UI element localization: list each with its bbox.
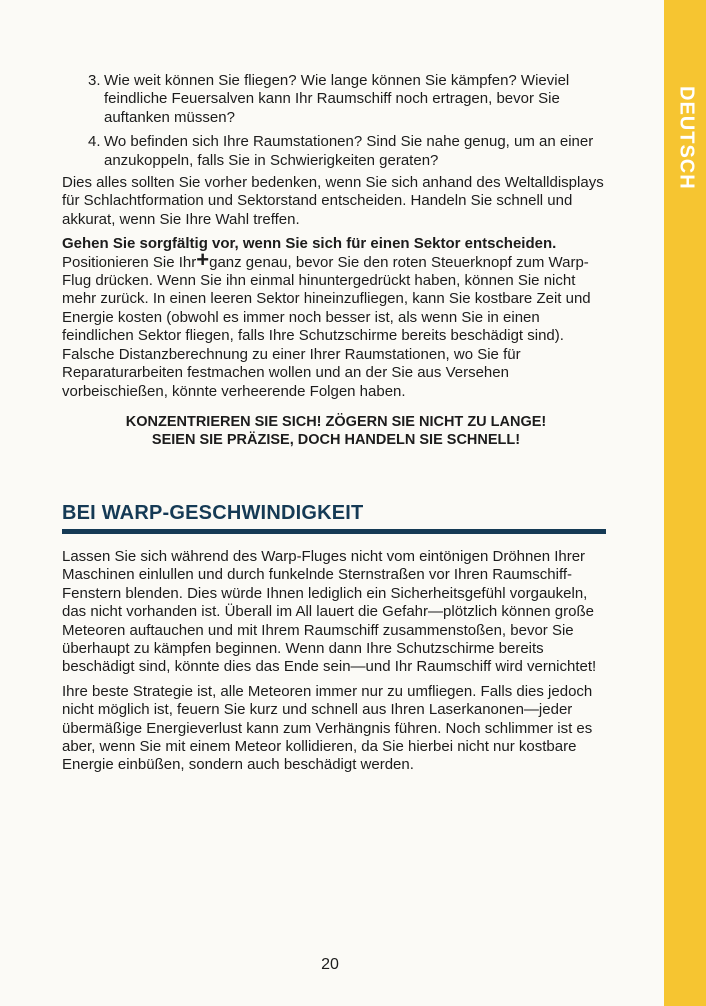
list-item <box>88 133 610 170</box>
list-item-text: Wie weit können Sie fliegen? Wie lange können Sie kämpfen? Wieviel feindliche Feuersalven kann Ihr Raumschiff noch ertragen, bevor Sie auftanken müssen? <box>104 72 570 126</box>
page-number: 20 <box>321 956 339 973</box>
paragraph-meteor-strategy: Ihre beste Strategie ist, alle Meteoren immer nur zu umfliegen. Falls dies jedoch nicht möglich ist, feuern Sie kurz und schnell aus Ihren Laserkanonen—jeder übermäßige Energieverlust kann zum Verhängnis führen. Noch schlimmer ist es aber, wenn Sie mit einem Meteor kollidieren, da Sie hierbei nicht nur kostbare Energie einbüßen, sondern auch beschädigt werden. <box>62 682 593 774</box>
list-item <box>88 72 610 127</box>
paragraph-considerations: Dies alles sollten Sie vorher bedenken, wenn Sie sich anhand des Weltalldisplays für Schlachtformation und Sektorstand entscheiden. Handeln Sie schnell und akkurat, wenn Sie Ihre Wahl treffen. <box>62 174 604 228</box>
emphasis-line-2: SEIEN SIE PRÄZISE, DOCH HANDELN SIE SCHNELL! <box>151 432 521 449</box>
paragraph-text-after-icon: ganz genau, bevor Sie den roten Steuerknopf zum Warp-Flug drücken. Wenn Sie ihn einmal hinuntergedrückt haben, können Sie nicht mehr zurück. In einen leeren Sektor hineinzufliegen, kann Sie kostbare Zeit und Energie kosten (obwohl es immer noch besser ist, als wenn Sie in einen feindlichen Sektor fliegen, falls Ihre Schutzschirme bereits beschädigt sind). Falsche Distanzberechnung zu einer Ihrer Raumstationen, wo Sie für Reparaturarbeiten festmachen wollen und an der Sie aus Versehen vorbeischießen, könnte verheerende Folgen haben. <box>62 253 591 400</box>
language-tab-label: DEUTSCH <box>675 86 698 190</box>
heading-rule <box>62 529 606 534</box>
paragraph-text-before-icon: Positionieren Sie Ihr <box>62 253 197 271</box>
list-item-number: 3. <box>88 72 101 89</box>
section-heading: BEI WARP-GESCHWINDIGKEIT <box>62 501 364 524</box>
crosshair-icon: + <box>196 246 210 272</box>
paragraph-sector-choice <box>62 235 610 401</box>
emphasis-block <box>62 413 610 450</box>
paragraph-lead: Gehen Sie sorgfältig vor, wenn Sie sich für einen Sektor entscheiden. <box>62 235 557 253</box>
paragraph-warp-flight: Lassen Sie sich während des Warp-Fluges nicht vom eintönigen Dröhnen Ihrer Maschinen einlullen und durch funkelnde Sternstraßen vor Ihren Raumschiff-Fenstern blenden. Dies würde Ihnen lediglich ein Sicherheitsgefühl vorgaukeln, das nicht vorhanden ist. Überall im All lauert die Gefahr—plötzlich können große Meteoren auftauchen und mit Ihrem Raumschiff zusammenstoßen, bevor Sie überhaupt zu kämpfen beginnen. Wenn dann Ihre Schutzschirme bereits beschädigt sind, könnte dies das Ende sein—und Ihr Raumschiff wird vernichtet! <box>62 547 597 676</box>
question-list <box>88 72 610 170</box>
list-item-number: 4. <box>88 133 101 151</box>
page-content <box>62 72 610 775</box>
list-item-text: Wo befinden sich Ihre Raumstationen? Sind Sie nahe genug, um an einer anzukoppeln, falls Sie in Schwierigkeiten geraten? <box>104 133 594 169</box>
emphasis-line-1: KONZENTRIEREN SIE SICH! ZÖGERN SIE NICHT ZU LANGE! <box>125 413 547 430</box>
section-header <box>62 502 610 534</box>
